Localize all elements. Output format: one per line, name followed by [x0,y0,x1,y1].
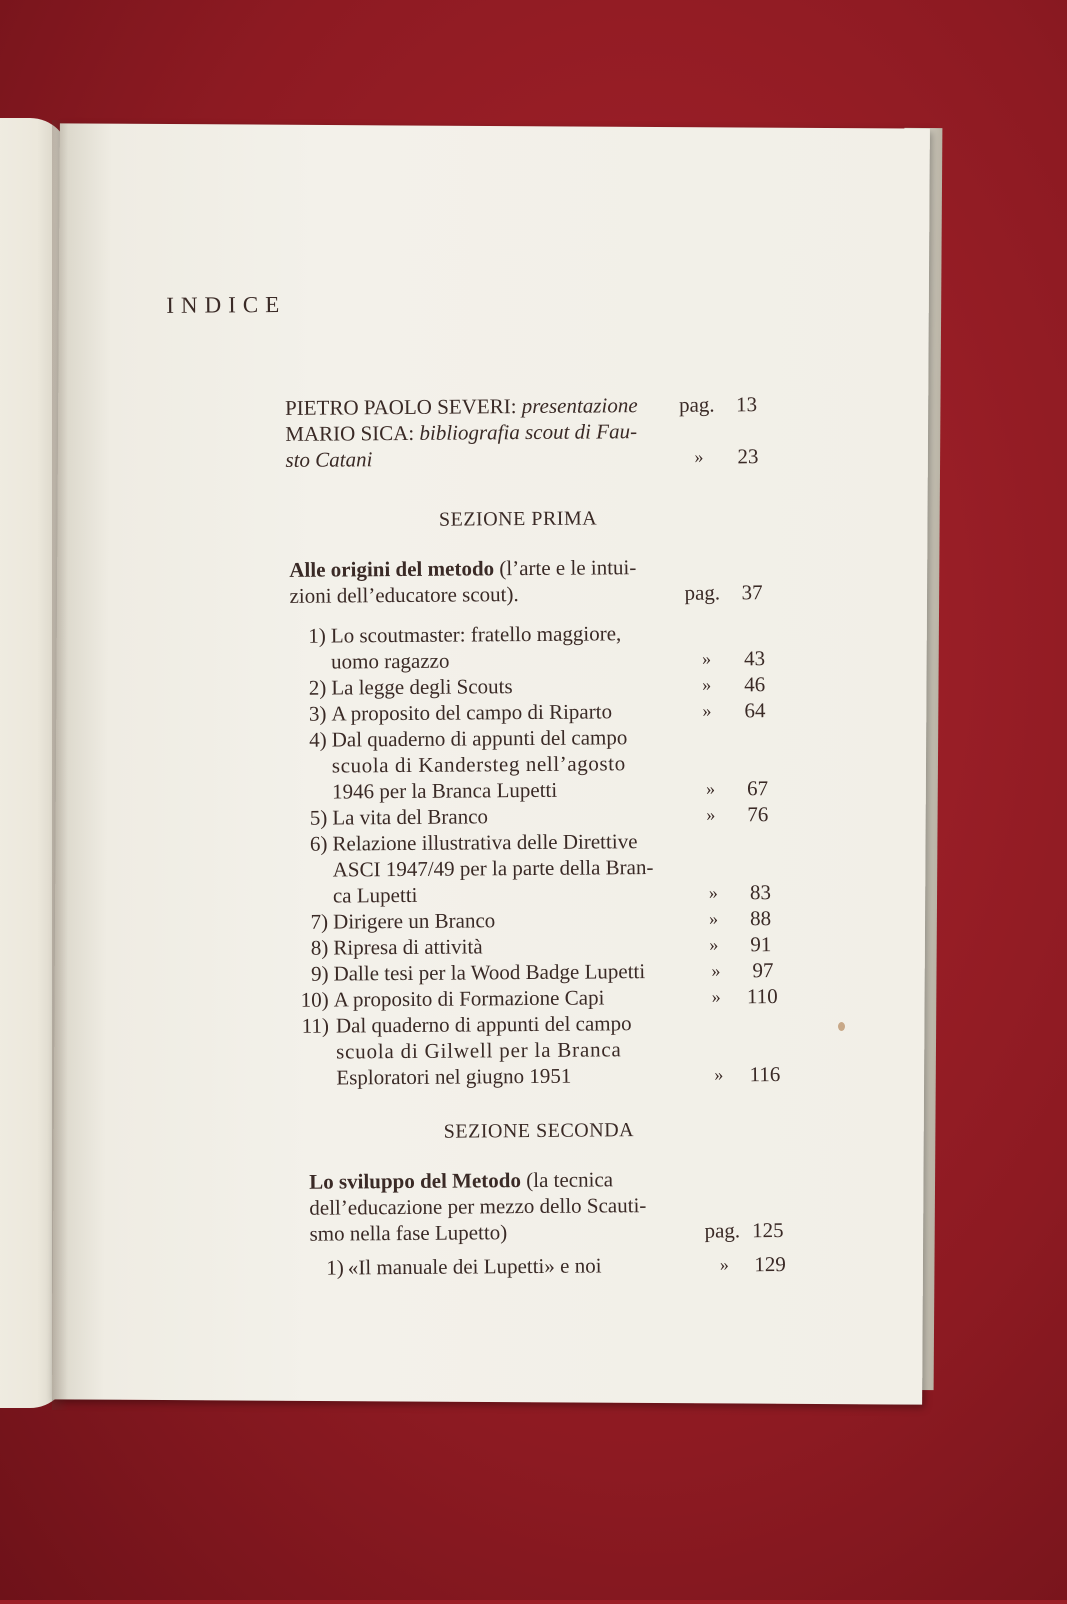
section2-intro-page-label: pag. [704,1218,741,1243]
list-item-page: 110 [746,984,778,1009]
section1-intro-line2: zioni dell’educatore scout). [289,582,519,608]
list-item-mark: » [719,1254,729,1275]
list-item-text: ca Lupetti [332,882,418,908]
list-item-text: 1946 per la Branca Lupetti [331,777,558,804]
list-item-text: ASCI 1947/49 per la parte della Bran- [332,855,654,882]
intro-entry-2-page: 23 [737,444,759,469]
section1-heading: SEZIONE PRIMA [438,507,598,531]
list-item-page: 67 [746,776,769,801]
intro-entry-2: MARIO SICA: bibliografia scout di Fau- [285,419,638,446]
list-item-text: Relazione illustrativa delle Direttive [332,829,638,856]
list-item-number: 8) [310,935,329,960]
section2-intro-line2: dell’educazione per mezzo dello Scauti- [309,1193,647,1220]
list-item-page: 129 [754,1252,786,1277]
list-item-number: 9) [310,961,329,986]
section1-intro-line1: Alle origini del metodo (l’arte e le intui- [289,555,637,582]
section2-intro-line3: smo nella fase Lupetto) [309,1220,508,1246]
list-item-page: 83 [749,880,771,905]
list-item-number: 1) [326,1255,344,1280]
list-item-mark: » [701,648,712,669]
section2-intro-line1: Lo sviluppo del Metodo (la tecnica [309,1167,614,1194]
list-item-page: 46 [744,672,766,697]
list-item-page: 88 [749,906,772,931]
intro-entry-2-cont: sto Catani [285,447,373,472]
index-title: INDICE [166,291,287,318]
list-item-mark: » [702,700,712,721]
intro-entry-1-page: 13 [735,392,758,417]
list-item-number: 6) [309,831,328,856]
list-item-mark: » [705,778,716,799]
list-item-text: Dal quaderno di appunti del campo [335,1011,632,1038]
section1-intro-page: 37 [741,580,763,605]
list-item-text: La vita del Branco [332,804,489,830]
list-item-text: Dal quaderno di appunti del campo [331,725,628,752]
list-item-mark: » [711,960,721,981]
list-item-text: A proposito di Formazione Capi [333,985,605,1012]
list-item-text: La legge degli Scouts [331,674,513,700]
list-item-text: Ripresa di attività [333,934,483,960]
list-item-number: 10) [300,987,329,1012]
list-item-text: Esploratori nel giugno 1951 [336,1063,572,1090]
intro-entry-1: PIETRO PAOLO SEVERI: presentazione [284,393,638,420]
list-item-number: 2) [308,675,327,700]
list-item-number: 11) [301,1013,330,1038]
list-item-text: scuola di Gilwell per la Branca [336,1037,622,1064]
list-item-text: Lo scoutmaster: fratello maggiore, [330,621,622,648]
list-item-number: 1) [308,623,326,648]
list-item-mark: » [711,986,721,1007]
list-item-page: 97 [752,958,774,983]
list-item-number: 3) [308,701,327,726]
list-item-mark: » [706,804,716,825]
section1-intro-page-label: pag. [684,580,721,605]
list-item-page: 116 [749,1062,781,1087]
list-item-number: 7) [310,909,329,934]
list-item-number: 4) [309,727,327,752]
intro-entry-2-mark: » [694,446,704,467]
section2-heading: SEZIONE SECONDA [443,1119,635,1143]
list-item-number: 5) [309,805,328,830]
list-item-mark: » [709,908,719,929]
section2-intro-page: 125 [751,1218,784,1243]
list-item-mark: » [708,882,718,903]
list-item-page: 43 [743,646,766,671]
list-item-page: 91 [750,932,772,957]
list-item-text: Dalle tesi per la Wood Badge Lupetti [333,959,646,986]
list-item-text: uomo ragazzo [330,648,450,674]
list-item-page: 64 [744,698,766,723]
list-item-text: scuola di Kandersteg nell’agosto [331,751,626,778]
list-item-text: A proposito del campo di Riparto [331,699,613,726]
list-item-mark: » [702,674,712,695]
list-item-page: 76 [747,802,769,827]
intro-entry-1-page-label: pag. [678,392,715,417]
list-item-mark: » [714,1064,724,1085]
list-item-text: Dirigere un Branco [333,908,496,934]
list-item-mark: » [709,934,719,955]
list-item-text: «Il manuale dei Lupetti» e noi [347,1253,602,1280]
